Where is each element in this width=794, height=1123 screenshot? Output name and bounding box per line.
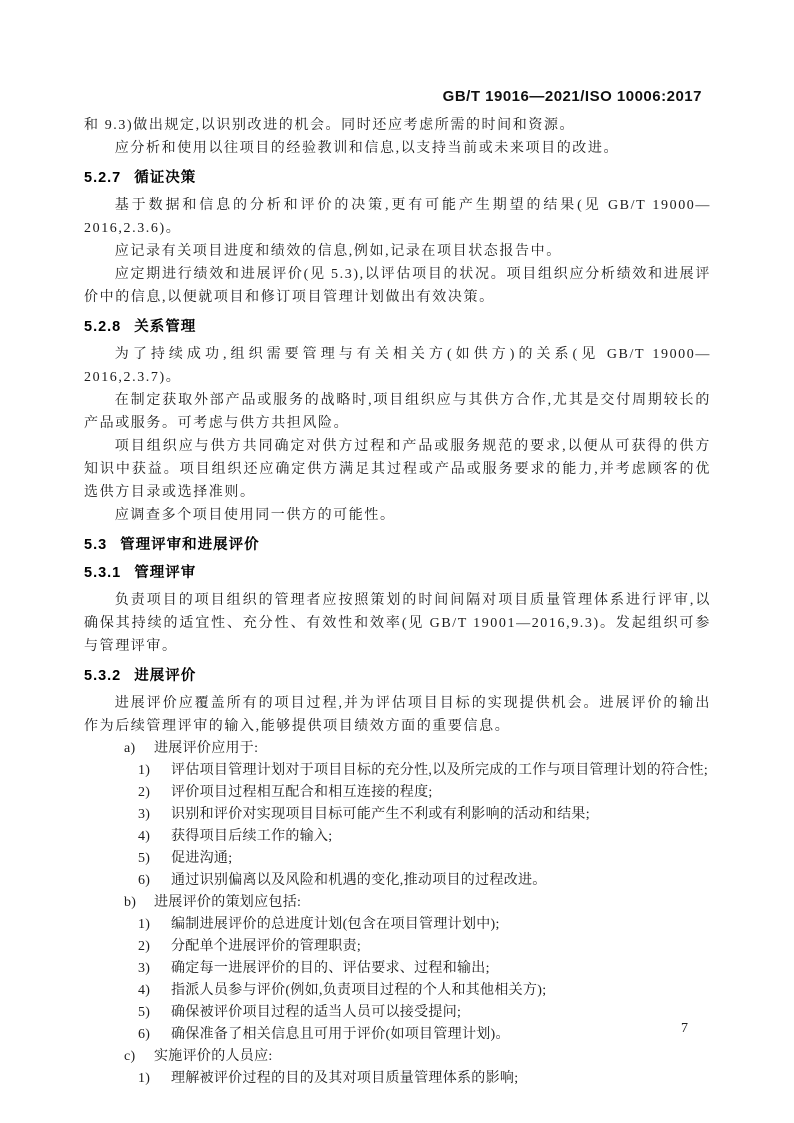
- paragraph: 负责项目的项目组织的管理者应按照策划的时间间隔对项目质量管理体系进行评审,以确保其持续的适宜性、充分性、有效性和效率(见 GB/T 19001—2016,9.3)。发起组织可参与管理评审。: [84, 593, 711, 654]
- list-marker: 6): [138, 1027, 151, 1042]
- list-item: [138, 848, 711, 870]
- paragraph: 应定期进行绩效和进展评价(见 5.3),以评估项目的状况。项目组织应分析绩效和进展评价中的信息,以便就项目和修订项目管理计划做出有效决策。: [84, 267, 711, 305]
- heading-number: 5.2.7: [84, 170, 122, 186]
- list-item: [124, 892, 711, 914]
- list-item: [138, 1002, 711, 1024]
- list-marker: 2): [138, 939, 151, 954]
- heading-title: 进展评价: [134, 668, 197, 684]
- list-item: [124, 738, 711, 760]
- list-marker: 2): [138, 785, 151, 800]
- heading-number: 5.3.2: [84, 668, 122, 684]
- list-text: 通过识别偏离以及风险和机遇的变化,推动项目的过程改进。: [171, 873, 547, 888]
- heading-number: 5.3.1: [84, 565, 122, 581]
- list-text: 确保被评价项目过程的适当人员可以接受提问;: [171, 1005, 462, 1020]
- paragraph: 项目组织应与供方共同确定对供方过程和产品或服务规范的要求,以便从可获得的供方知识中获益。项目组织还应确定供方满足其过程或产品或服务要求的能力,并考虑顾客的优选供方目录或选择准则。: [84, 439, 711, 500]
- page-number: 7: [681, 1021, 688, 1036]
- list-item: [124, 1046, 711, 1068]
- list-text: 实施评价的人员应:: [154, 1049, 273, 1064]
- section-heading: [84, 317, 711, 337]
- paragraph: 应记录有关项目进度和绩效的信息,例如,记录在项目状态报告中。: [114, 244, 562, 259]
- paragraph: 和 9.3)做出规定,以识别改进的机会。同时还应考虑所需的时间和资源。: [84, 118, 576, 133]
- list-text: 理解被评价过程的目的及其对项目质量管理体系的影响;: [171, 1071, 519, 1086]
- list-item: [138, 804, 711, 826]
- list-text: 评价项目过程相互配合和相互连接的程度;: [171, 785, 433, 800]
- list-marker: 1): [138, 1071, 151, 1086]
- heading-title: 管理评审: [134, 565, 197, 581]
- list-text: 进展评价应用于:: [154, 741, 259, 756]
- list-item: [138, 826, 711, 848]
- paragraph: 为了持续成功,组织需要管理与有关相关方(如供方)的关系(见 GB/T 19000—2016,2.3.7)。: [84, 347, 711, 385]
- paragraph: 应调查多个项目使用同一供方的可能性。: [114, 508, 396, 523]
- document-content: [84, 114, 711, 1090]
- heading-number: 5.2.8: [84, 319, 122, 335]
- list-text: 识别和评价对实现项目目标可能产生不利或有利影响的活动和结果;: [171, 807, 590, 822]
- list-text: 指派人员参与评价(例如,负责项目过程的个人和其他相关方);: [171, 983, 547, 998]
- list-text: 获得项目后续工作的输入;: [171, 829, 333, 844]
- page-header: [84, 88, 702, 105]
- list-marker: 4): [138, 829, 151, 844]
- section-heading: [84, 563, 711, 583]
- section-heading: [84, 666, 711, 686]
- list-item: [138, 1024, 711, 1046]
- heading-number: 5.3: [84, 537, 108, 553]
- list-marker: 1): [138, 917, 151, 932]
- list-marker: b): [124, 895, 137, 910]
- list-text: 确保准备了相关信息且可用于评价(如项目管理计划)。: [171, 1027, 510, 1042]
- list-text: 确定每一进展评价的目的、评估要求、过程和输出;: [171, 961, 490, 976]
- list-item: [138, 760, 711, 782]
- list-marker: 1): [138, 763, 151, 778]
- paragraph: 进展评价应覆盖所有的项目过程,并为评估项目目标的实现提供机会。进展评价的输出作为后续管理评审的输入,能够提供项目绩效方面的重要信息。: [84, 696, 711, 734]
- list-text: 分配单个进展评价的管理职责;: [171, 939, 362, 954]
- list-marker: 5): [138, 1005, 151, 1020]
- paragraph: 在制定获取外部产品或服务的战略时,项目组织应与其供方合作,尤其是交付周期较长的产品或服务。可考虑与供方共担风险。: [84, 393, 711, 431]
- list-text: 促进沟通;: [171, 851, 233, 866]
- list-item: [138, 870, 711, 892]
- list-item: [138, 914, 711, 936]
- heading-title: 管理评审和进展评价: [120, 537, 260, 553]
- standard-number: GB/T 19016—2021/ISO 10006:2017: [442, 88, 702, 105]
- section-heading: [84, 168, 711, 188]
- list-marker: 5): [138, 851, 151, 866]
- list-item: [138, 980, 711, 1002]
- list-text: 进展评价的策划应包括:: [154, 895, 302, 910]
- heading-title: 循证决策: [134, 170, 197, 186]
- section-heading: [84, 535, 711, 555]
- list-item: [138, 782, 711, 804]
- list-marker: 3): [138, 961, 151, 976]
- list-marker: 6): [138, 873, 151, 888]
- paragraph: 应分析和使用以往项目的经验教训和信息,以支持当前或未来项目的改进。: [114, 141, 620, 156]
- list-text: 编制进展评价的总进度计划(包含在项目管理计划中);: [171, 917, 500, 932]
- list-marker: a): [124, 741, 136, 756]
- list-marker: c): [124, 1049, 136, 1064]
- list-marker: 3): [138, 807, 151, 822]
- heading-title: 关系管理: [134, 319, 197, 335]
- list-item: [138, 1068, 711, 1090]
- list-item: [138, 936, 711, 958]
- paragraph: 基于数据和信息的分析和评价的决策,更有可能产生期望的结果(见 GB/T 19000—2016,2.3.6)。: [84, 198, 711, 236]
- list-marker: 4): [138, 983, 151, 998]
- list-item: [138, 958, 711, 980]
- list-text: 评估项目管理计划对于项目目标的充分性,以及所完成的工作与项目管理计划的符合性;: [171, 763, 709, 778]
